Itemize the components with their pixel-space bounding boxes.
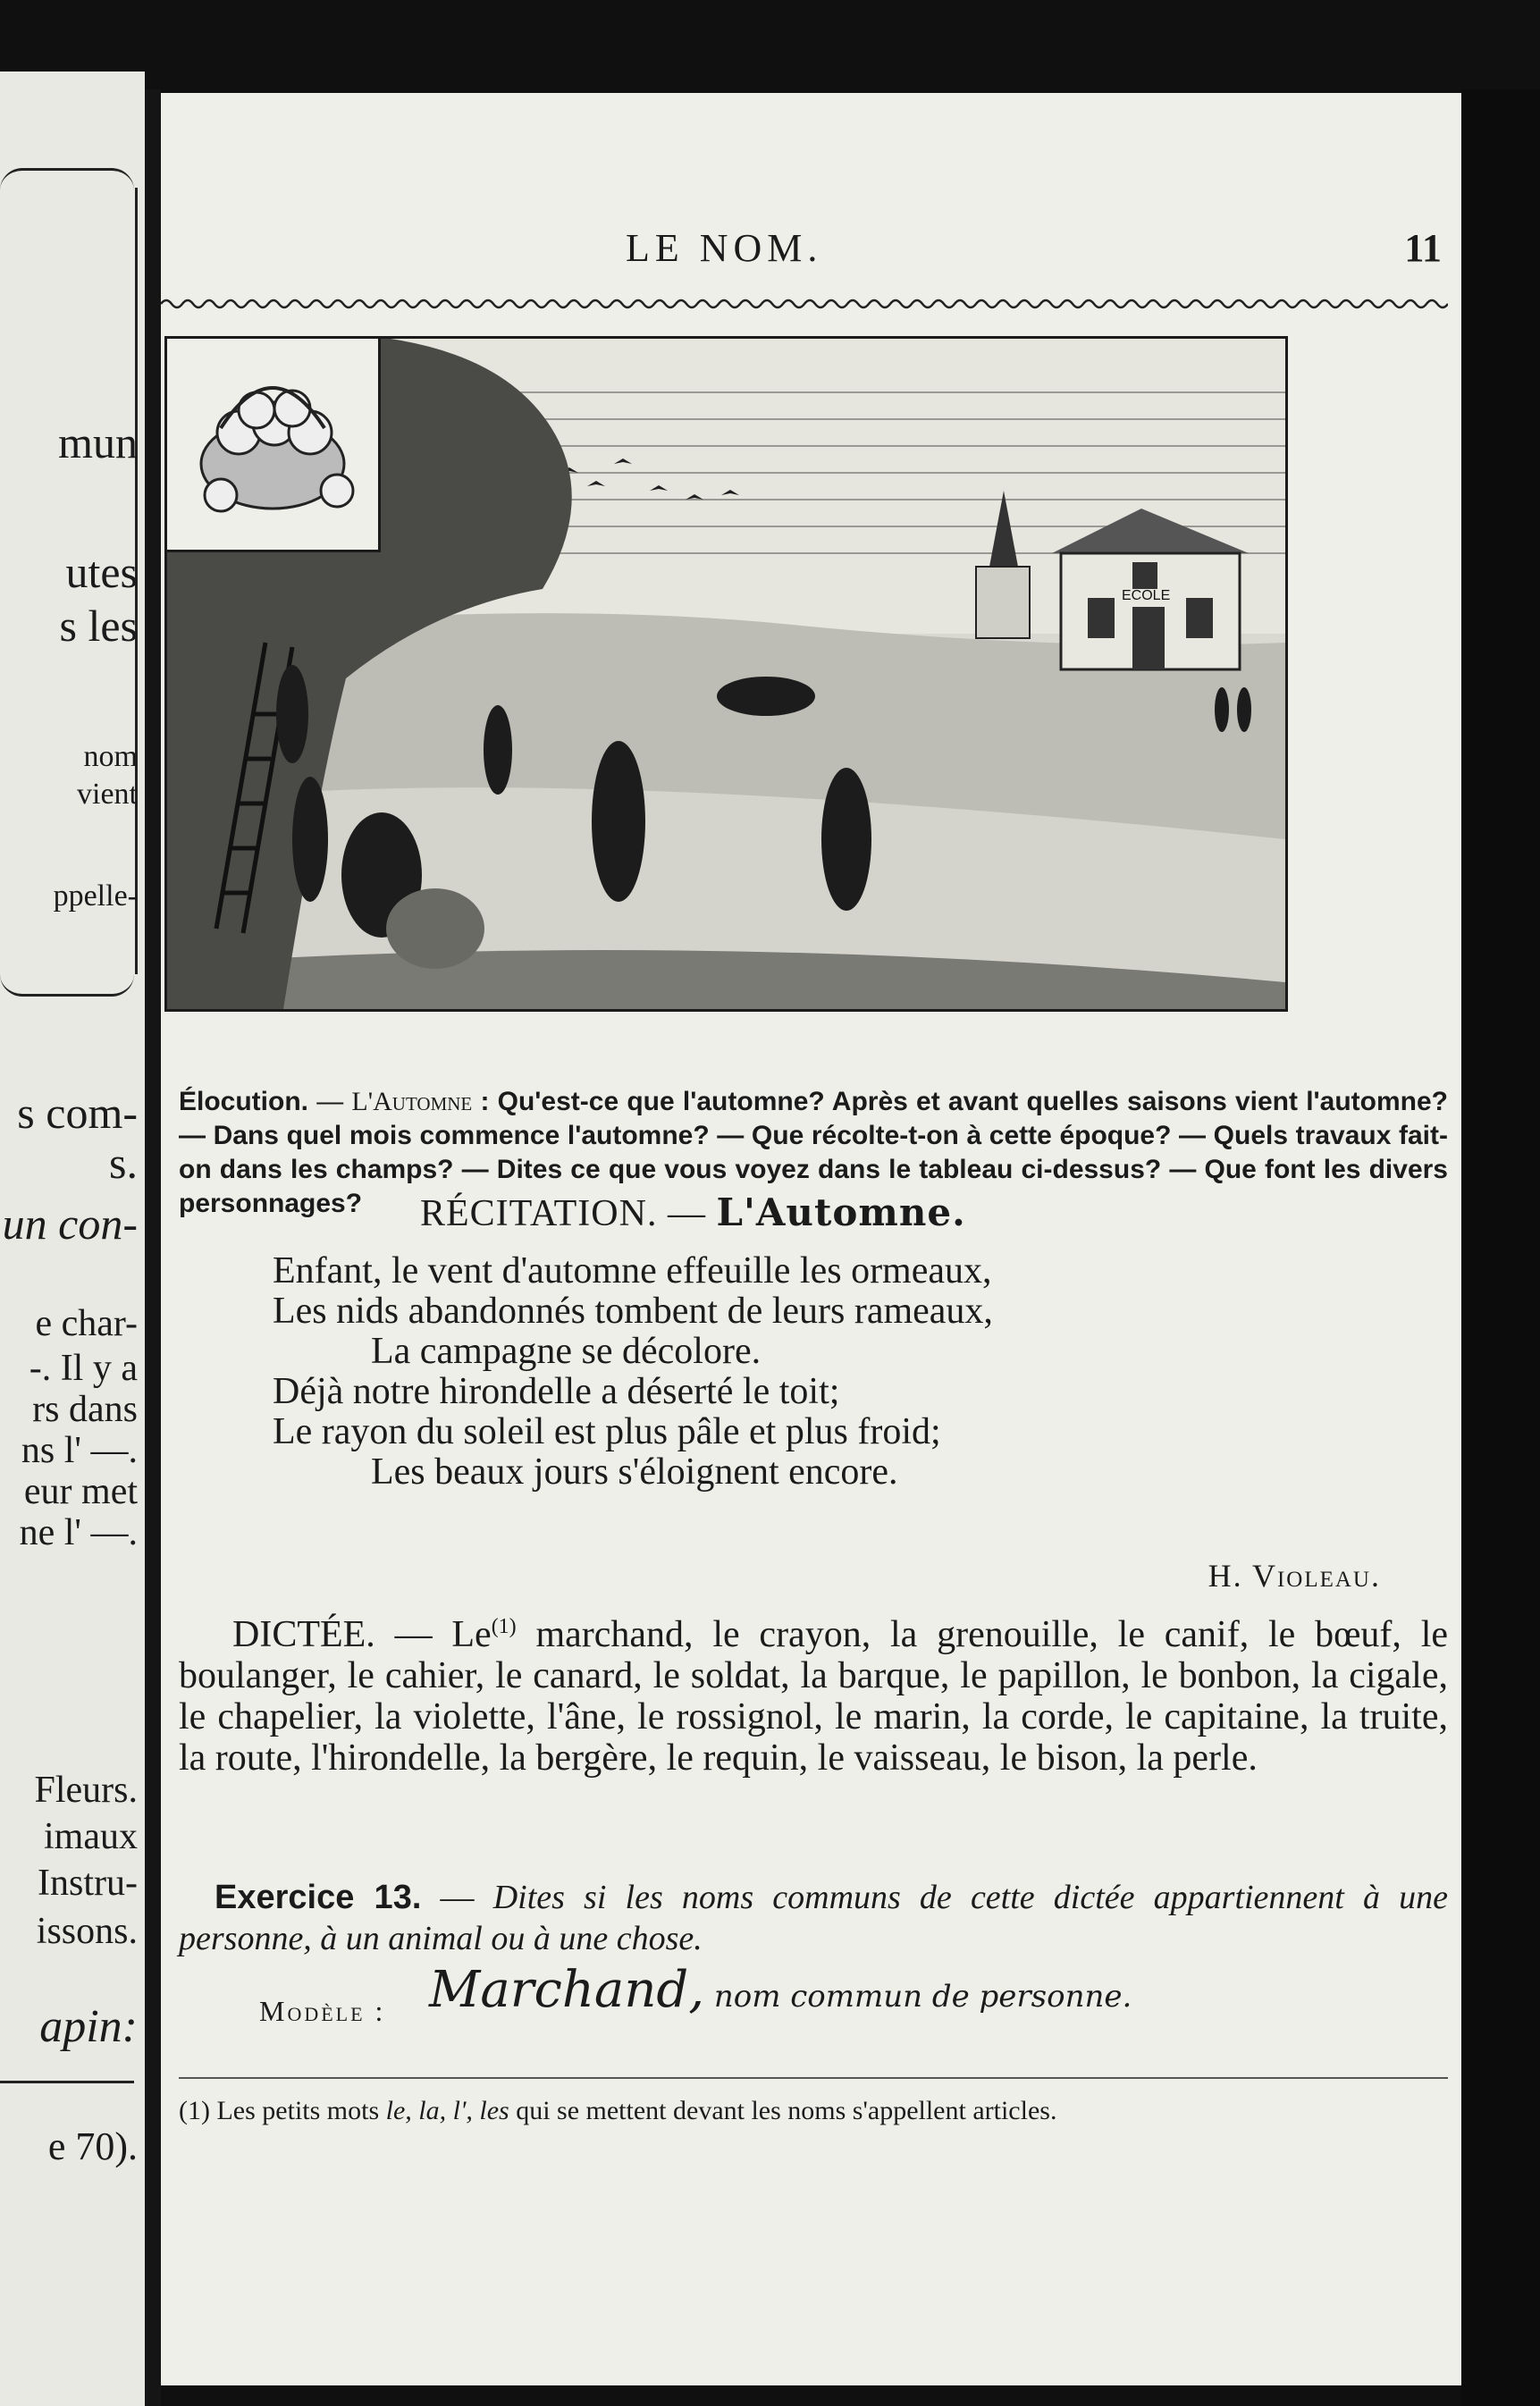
model-handwritten-example bbox=[429, 1961, 1132, 2019]
poem-line: Enfant, le vent d'automne effeuille les ormeaux, bbox=[273, 1250, 992, 1291]
left-line: ns l' —. bbox=[21, 1430, 138, 1471]
elocution-title: L'Automne bbox=[351, 1087, 473, 1116]
running-head: LE NOM. bbox=[626, 226, 823, 270]
autumn-engraving bbox=[164, 336, 1288, 1012]
wavy-rule bbox=[161, 295, 1448, 313]
left-line: ppelle- bbox=[53, 879, 138, 913]
elocution-label: Élocution. bbox=[179, 1087, 308, 1116]
recitation-title: L'Automne. bbox=[716, 1190, 966, 1234]
model-answer bbox=[259, 1961, 1439, 2041]
left-line: ne l' —. bbox=[19, 1512, 138, 1553]
footnote-text: Les petits mots bbox=[209, 2096, 386, 2125]
poem-line: Déjà notre hirondelle a déserté le toit; bbox=[273, 1371, 840, 1412]
recitation-label: RÉCITATION. — bbox=[420, 1193, 717, 1234]
left-line: Instru- bbox=[38, 1863, 138, 1904]
left-line: nom bbox=[83, 740, 138, 773]
poem-line: Les nids abandonnés tombent de leurs rameaux, bbox=[273, 1291, 993, 1332]
elocution-questions: : Qu'est-ce que l'automne? Après et avant quelles saisons vient l'automne? — Dans quel mois commence l'automne? — Que récolte-t-on à cette époque? — Quels travaux fait-on dans les champs? — Dites ce que vous voyez dans le tableau ci-dessus? — Que font les divers personnages? bbox=[179, 1087, 1448, 1218]
left-line: s. bbox=[109, 1138, 138, 1188]
exercise-paragraph bbox=[179, 1877, 1448, 1959]
left-line: mun bbox=[58, 417, 138, 467]
dictee-text: marchand, le crayon, la grenouille, le canif, le bœuf, le boulanger, le cahier, le canard, le soldat, la barque, le papillon, le bonbon, la cigale, le chapelier, la violette, l'âne, le rossignol, le marin, la corde, le capitaine, la truite, la route, l'hirondelle, la bergère, le requin, le vaisseau, le bison, la perle. bbox=[179, 1614, 1449, 1779]
left-line: eur met bbox=[23, 1471, 138, 1512]
left-ornament-bottom bbox=[0, 974, 134, 997]
left-line: -. Il y a bbox=[29, 1348, 138, 1389]
left-line: s com- bbox=[17, 1088, 138, 1138]
apple-basket-inset bbox=[167, 339, 381, 552]
exercise-instructions: Dites si les noms communs de cette dictée appartiennent à une personne, à un animal ou à une chose. bbox=[179, 1879, 1448, 1957]
footnote-reference: (1) bbox=[491, 1615, 517, 1638]
dictee-label: DICTÉE. — Le bbox=[232, 1614, 492, 1655]
page-number: 11 bbox=[1404, 226, 1442, 270]
exercise-dash: — bbox=[421, 1879, 493, 1916]
left-line: vient bbox=[77, 778, 138, 811]
elocution-dash: — bbox=[308, 1087, 352, 1116]
binding-gutter bbox=[145, 89, 161, 2406]
left-line: imaux bbox=[44, 1816, 138, 1857]
model-label: Modèle : bbox=[259, 1995, 386, 2027]
book-page bbox=[161, 93, 1461, 2385]
footnote bbox=[179, 2095, 1448, 2127]
left-line: Fleurs. bbox=[34, 1770, 138, 1811]
left-line: rs dans bbox=[32, 1389, 138, 1430]
model-word: Marchand, bbox=[429, 1961, 705, 2019]
footnote-words: le, la, l', les bbox=[385, 2096, 509, 2125]
left-line: e char- bbox=[35, 1303, 138, 1344]
school-sign: ECOLE bbox=[1122, 588, 1171, 603]
footnote-mark: (1) bbox=[179, 2096, 210, 2125]
page-header bbox=[161, 225, 1461, 279]
footnote-rule bbox=[179, 2077, 1448, 2079]
model-rest: nom commun de personne. bbox=[704, 1979, 1132, 2015]
left-line: un con- bbox=[2, 1199, 138, 1249]
recitation-heading bbox=[420, 1190, 966, 1235]
left-line: utes bbox=[65, 547, 138, 597]
poem-author: H. Violeau. bbox=[1208, 1558, 1381, 1594]
poem-line: Les beaux jours s'éloignent encore. bbox=[371, 1451, 898, 1493]
left-rule bbox=[0, 2081, 134, 2083]
exercise-label: Exercice 13. bbox=[215, 1879, 422, 1916]
dictee-paragraph bbox=[179, 1606, 1448, 1779]
poem bbox=[273, 1251, 993, 1493]
scan-border bbox=[1461, 89, 1540, 2406]
left-facing-page bbox=[0, 72, 145, 2406]
poem-line: Le rayon du soleil est plus pâle et plus froid; bbox=[273, 1411, 941, 1452]
left-line: s les bbox=[59, 601, 138, 651]
left-line: issons. bbox=[36, 1911, 138, 1952]
left-line: e 70). bbox=[47, 2124, 138, 2168]
footnote-text-end: qui se mettent devant les noms s'appellent articles. bbox=[509, 2096, 1057, 2125]
left-ornament-top bbox=[0, 168, 134, 190]
poem-line: La campagne se décolore. bbox=[371, 1331, 762, 1372]
left-line: apin: bbox=[39, 2001, 138, 2052]
